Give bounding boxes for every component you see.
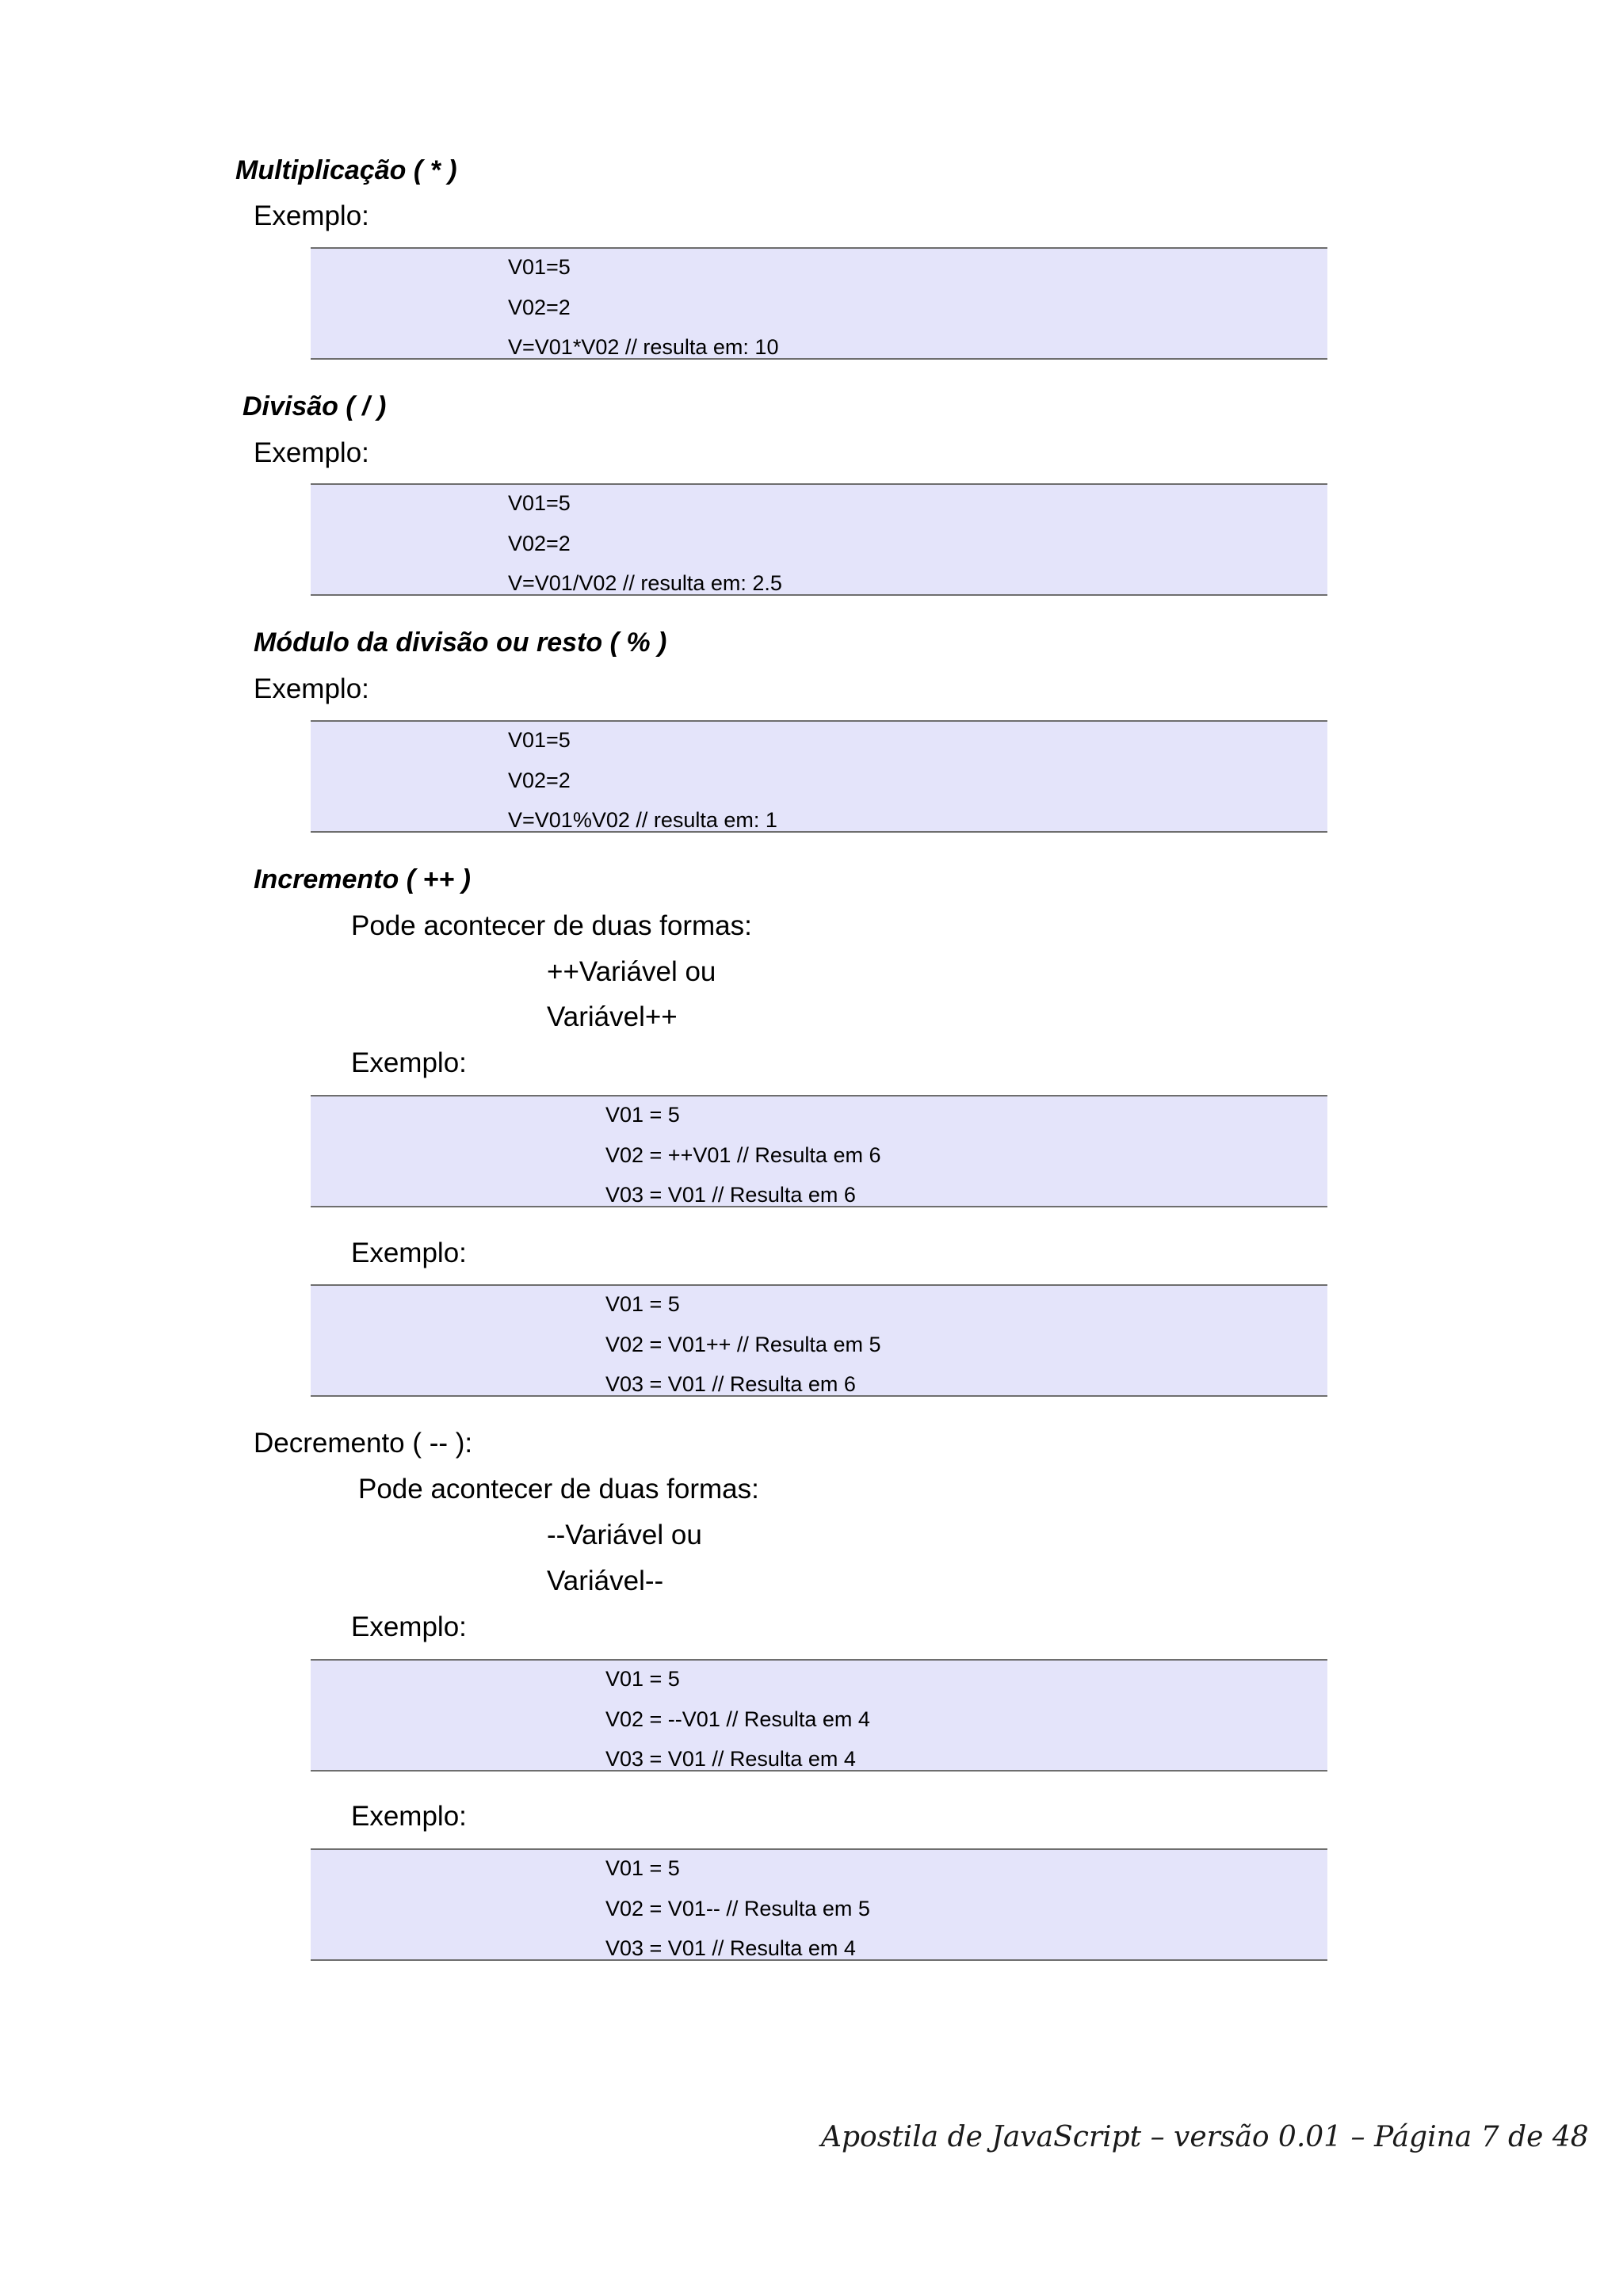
code-line: V01 = 5 bbox=[605, 1292, 680, 1316]
code-line: V01=5 bbox=[508, 728, 571, 752]
code-line: V01 = 5 bbox=[605, 1103, 680, 1127]
code-line: V02 = V01-- // Resulta em 5 bbox=[605, 1897, 870, 1920]
code-line: V01 = 5 bbox=[605, 1856, 680, 1880]
page-footer: Apostila de JavaScript – versão 0.01 – Página 7 de 48 bbox=[821, 2121, 1589, 2153]
intro-text: Pode acontecer de duas formas: bbox=[358, 1474, 759, 1505]
code-block-incremento-prefix bbox=[311, 1095, 1327, 1207]
exemplo-label: Exemplo: bbox=[351, 1611, 467, 1642]
exemplo-label: Exemplo: bbox=[351, 1047, 467, 1078]
code-line: V03 = V01 // Resulta em 6 bbox=[605, 1183, 856, 1207]
heading-incremento: Incremento ( ++ ) bbox=[254, 864, 471, 894]
exemplo-label: Exemplo: bbox=[254, 437, 369, 468]
exemplo-label: Exemplo: bbox=[254, 673, 369, 704]
code-block-decremento-prefix bbox=[311, 1659, 1327, 1772]
form-text: Variável++ bbox=[547, 1001, 678, 1032]
exemplo-label: Exemplo: bbox=[254, 200, 369, 231]
code-line: V02=2 bbox=[508, 532, 571, 555]
code-line: V03 = V01 // Resulta em 6 bbox=[605, 1372, 856, 1396]
code-line: V02 = ++V01 // Resulta em 6 bbox=[605, 1143, 881, 1167]
code-block-multiplicacao bbox=[311, 247, 1327, 360]
code-line: V03 = V01 // Resulta em 4 bbox=[605, 1747, 856, 1771]
code-block-decremento-postfix bbox=[311, 1848, 1327, 1961]
code-line: V03 = V01 // Resulta em 4 bbox=[605, 1936, 856, 1960]
form-text: ++Variável ou bbox=[547, 956, 716, 987]
code-block-modulo bbox=[311, 720, 1327, 833]
heading-multiplicacao: Multiplicação ( * ) bbox=[235, 155, 457, 185]
exemplo-label: Exemplo: bbox=[351, 1238, 467, 1268]
code-line: V=V01%V02 // resulta em: 1 bbox=[508, 808, 777, 832]
form-text: --Variável ou bbox=[547, 1520, 702, 1550]
heading-decremento: Decremento ( -- ): bbox=[254, 1428, 473, 1459]
code-line: V01=5 bbox=[508, 255, 571, 279]
code-line: V02 = V01++ // Resulta em 5 bbox=[605, 1333, 881, 1356]
code-line: V=V01/V02 // resulta em: 2.5 bbox=[508, 571, 782, 595]
code-block-incremento-postfix bbox=[311, 1284, 1327, 1397]
code-block-divisao bbox=[311, 483, 1327, 596]
form-text: Variável-- bbox=[547, 1566, 664, 1596]
exemplo-label: Exemplo: bbox=[351, 1801, 467, 1832]
intro-text: Pode acontecer de duas formas: bbox=[351, 910, 752, 941]
code-line: V02=2 bbox=[508, 296, 571, 319]
heading-modulo: Módulo da divisão ou resto ( % ) bbox=[254, 627, 667, 658]
code-line: V=V01*V02 // resulta em: 10 bbox=[508, 335, 779, 359]
heading-divisao: Divisão ( / ) bbox=[242, 391, 387, 421]
code-line: V02 = --V01 // Resulta em 4 bbox=[605, 1707, 870, 1731]
code-line: V01=5 bbox=[508, 491, 571, 515]
code-line: V02=2 bbox=[508, 769, 571, 792]
code-line: V01 = 5 bbox=[605, 1667, 680, 1691]
